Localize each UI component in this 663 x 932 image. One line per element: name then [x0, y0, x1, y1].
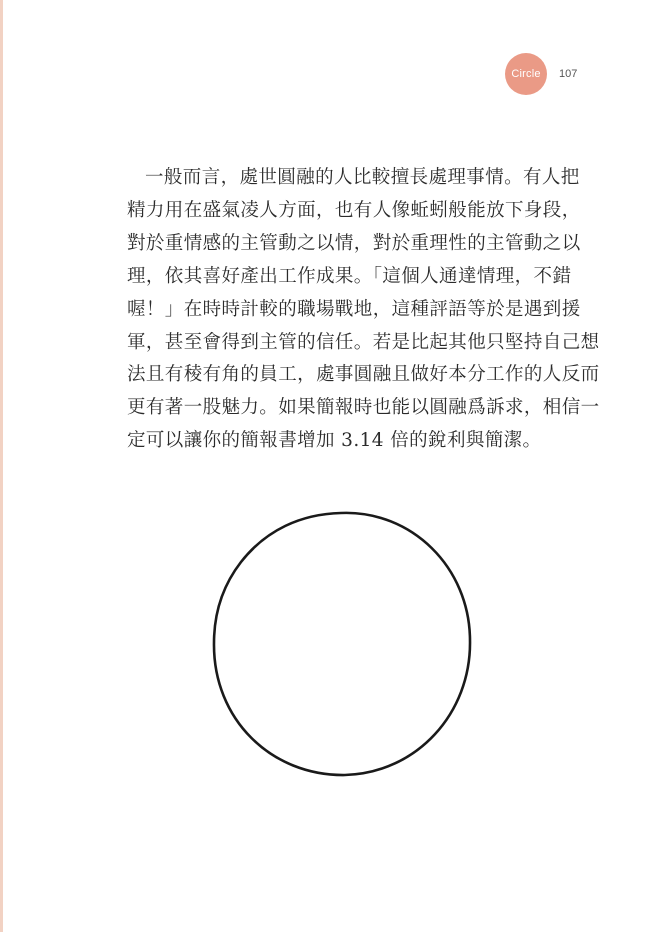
paragraph-line: 定可以讓你的簡報書增加 3.14 倍的銳利與簡潔。	[127, 430, 542, 452]
paragraph-line: 喔！」在時時計較的職場戰地，這種評語等於是遇到援	[127, 298, 581, 320]
paragraph-line: 精力用在盛氣凌人方面，也有人像蚯蚓般能放下身段，	[127, 199, 581, 221]
body-paragraph	[127, 162, 600, 458]
paragraph-line: 一般而言，處世圓融的人比較擅長處理事情。有人把	[145, 167, 580, 188]
section-badge: Circle	[505, 53, 547, 95]
paragraph-line: 軍，甚至會得到主管的信任。若是比起其他只堅持自己想	[127, 331, 600, 353]
paragraph-line: 對於重情感的主管動之以情，對於重理性的主管動之以	[127, 232, 581, 254]
page-edge-stripe	[0, 0, 3, 932]
paragraph-line: 更有著一股魅力。如果簡報時也能以圓融爲訴求，相信一	[127, 397, 600, 419]
paragraph-line: 理，依其喜好產出工作成果。「這個人通達情理，不錯	[127, 265, 572, 287]
paragraph-line: 法且有稜有角的員工，處事圓融且做好本分工作的人反而	[127, 364, 600, 386]
page-number: 107	[559, 68, 578, 80]
hand-drawn-circle-icon	[205, 505, 480, 780]
page-header	[505, 53, 577, 95]
